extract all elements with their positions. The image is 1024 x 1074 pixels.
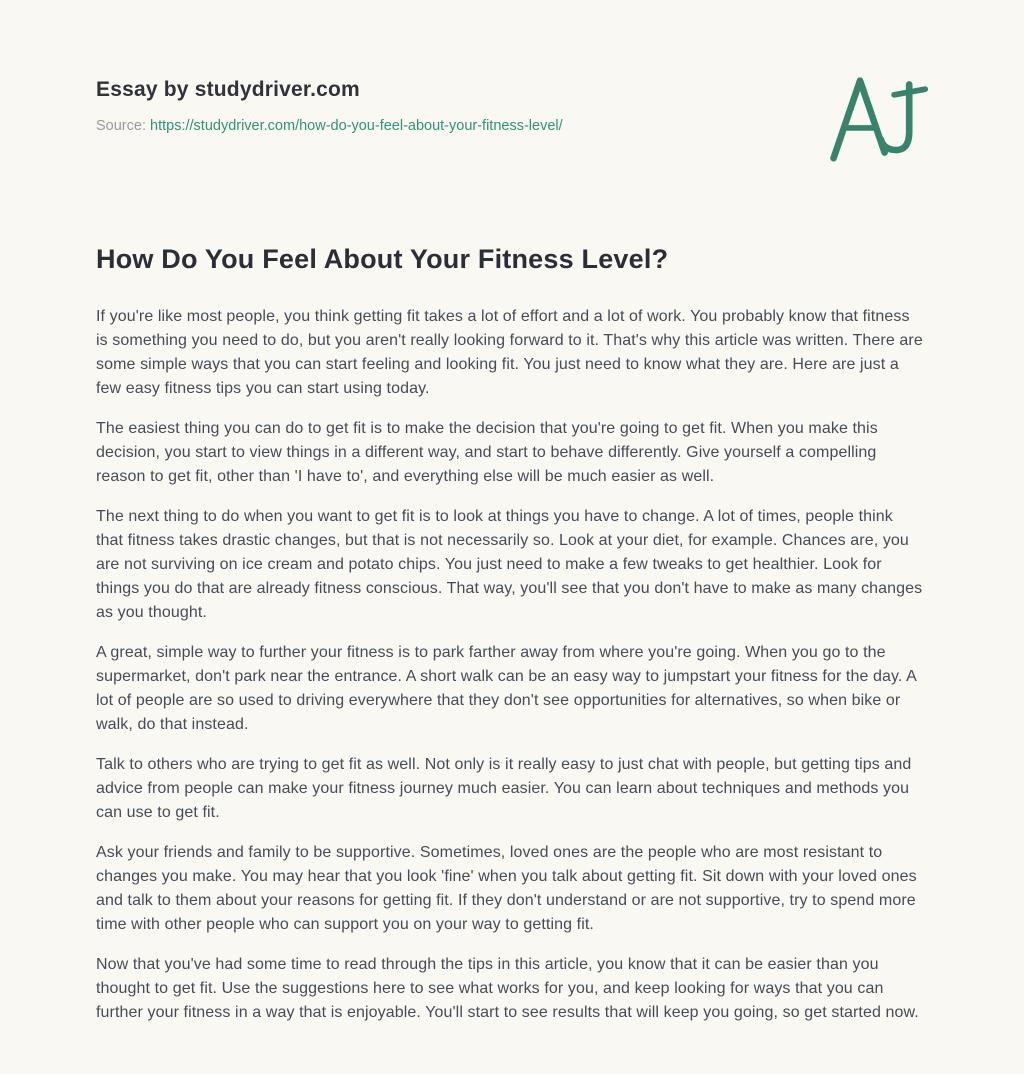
article-title: How Do You Feel About Your Fitness Level? [96, 244, 669, 274]
source-url-link[interactable]: https://studydriver.com/how-do-you-feel-about-your-fitness-level/ [150, 118, 563, 134]
source-label: Source: [96, 118, 146, 134]
article-paragraph: The easiest thing you can do to get fit is to make the decision that you're going to get fit. When you make this decision, you start to view things in a different way, and start to behave differently. Give yourself a compelling reason to get fit, other than 'I have to', and everything else will be much easier as well. [96, 420, 878, 485]
article-paragraph: A great, simple way to further your fitness is to park farther away from where you're going. When you go to the supermarket, don't park near the entrance. A short walk can be an easy way to jumpstart your fitness for the day. A lot of people are so used to driving everywhere that they don't see opportunities for alternatives, so when bike or walk, do that instead. [96, 644, 917, 733]
article-paragraph: Talk to others who are trying to get fit as well. Not only is it really easy to just chat with people, but getting tips and advice from people can make your fitness journey much easier. You can learn about techniques and methods you can use to get fit. [96, 756, 912, 821]
article-paragraph: The next thing to do when you want to get fit is to look at things you have to change. A lot of times, people think that fitness takes drastic changes, but that is not necessarily so. Look at your diet, for example. Chances are, you are not surviving on ice cream and potato chips. You just need to make a few tweaks to get healthier. Look for things you do that are already fitness conscious. That way, you'll see that you don't have to make as many changes as you thought. [96, 508, 923, 621]
article-paragraph: Now that you've had some time to read through the tips in this article, you know that it can be easier than you thought to get fit. Use the suggestions here to see what works for you, and keep looking for ways that you can further your fitness in a way that is enjoyable. You'll start to see results that will keep you going, so get started now. [96, 956, 919, 1021]
article-paragraph: If you're like most people, you think getting fit takes a lot of effort and a lot of work. You probably know that fitness is something you need to do, but you aren't really looking forward to it. That's why this article was written. There are some simple ways that you can start feeling and looking fit. You just need to know what they are. Here are just a few easy fitness tips you can start using today. [96, 308, 923, 397]
source-line [96, 118, 924, 134]
article-paragraph: Ask your friends and family to be supportive. Sometimes, loved ones are the people who are most resistant to changes you make. You may hear that you look 'fine' when you talk about getting fit. Sit down with your loved ones and talk to them about your reasons for getting fit. If they don't understand or are not supportive, try to spend more time with other people who can support you on your way to getting fit. [96, 844, 917, 933]
article-body [96, 305, 924, 1025]
studydriver-logo-icon [826, 72, 930, 164]
page-title: Essay by studydriver.com [96, 78, 360, 101]
